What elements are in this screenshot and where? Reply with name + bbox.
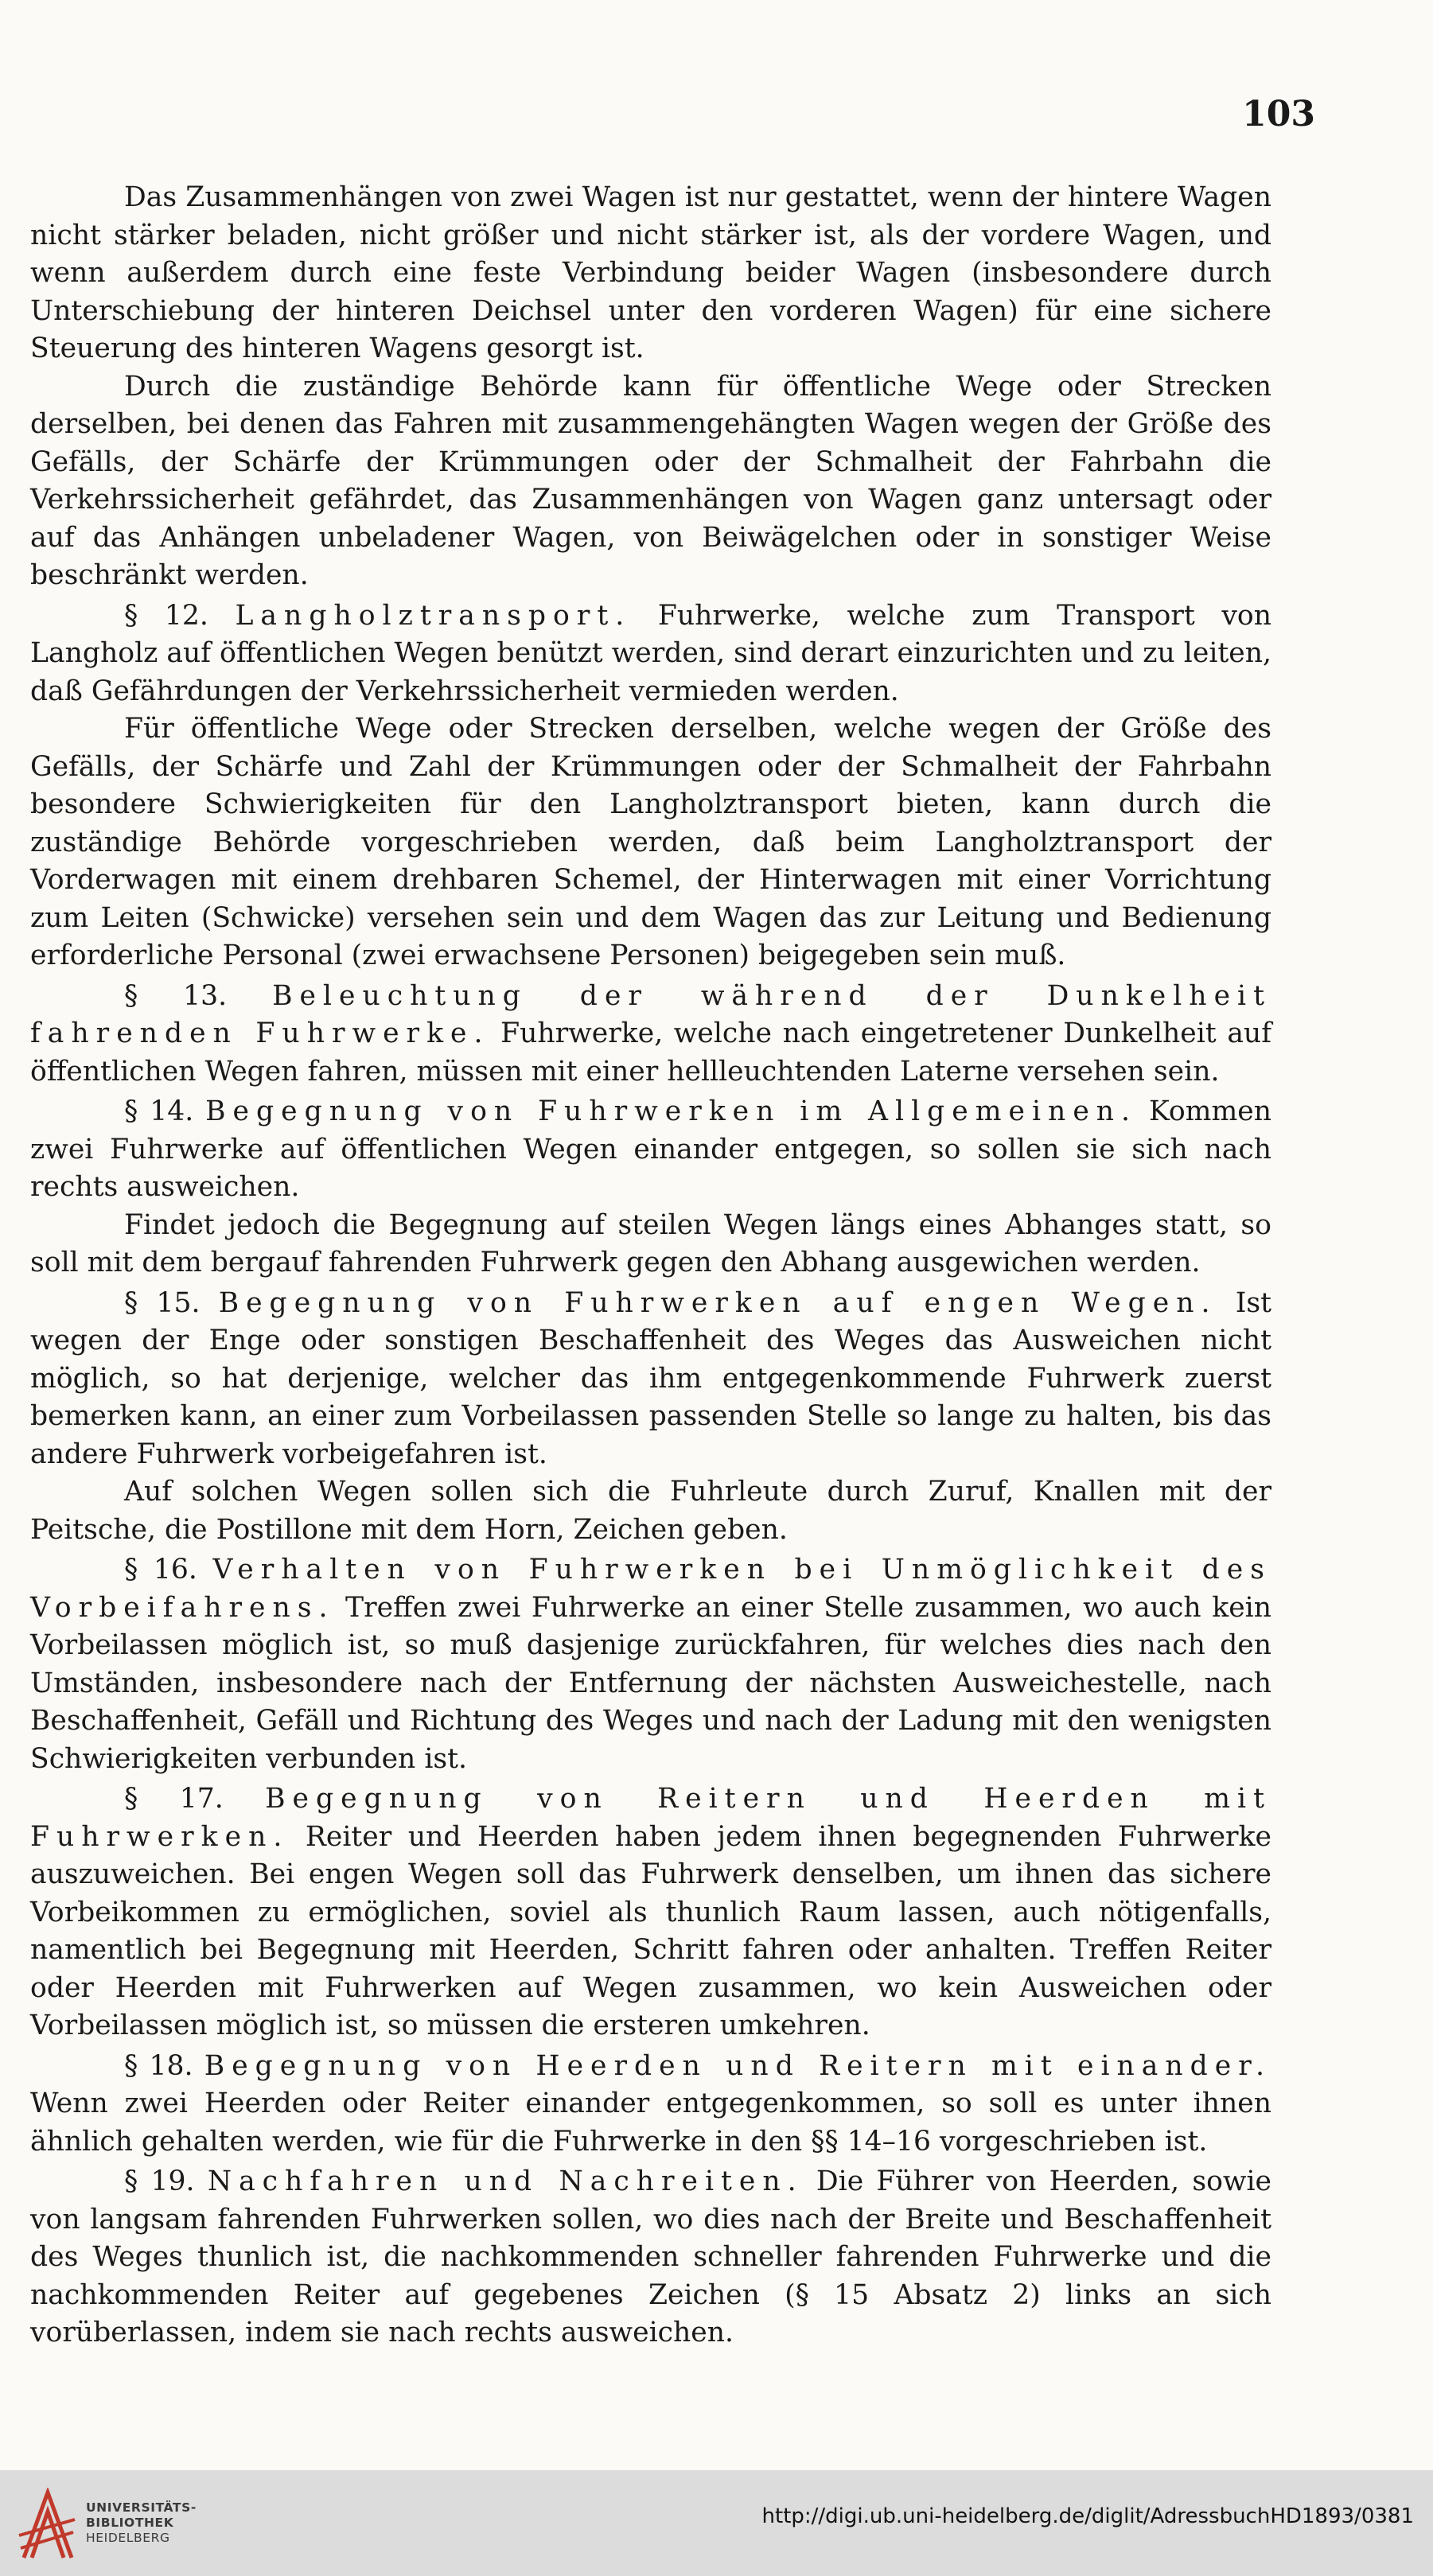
section-number: § 13. xyxy=(124,979,228,1012)
page-number: 103 xyxy=(1242,94,1315,134)
body-text xyxy=(30,179,1271,2352)
section-heading: Verhalten von Fuhrwerken bei Unmöglichkeit des Vorbeifahrens. xyxy=(30,1554,1271,1624)
section-number: § 19. xyxy=(124,2165,195,2197)
library-name: UNIVERSITÄTS- BIBLIOTHEK HEIDELBERG xyxy=(86,2500,197,2545)
section-number: § 12. xyxy=(124,599,208,632)
footer-bar xyxy=(0,2470,1433,2576)
university-seal-icon xyxy=(18,2488,76,2561)
section-18: § 18. Begegnung von Heerden und Reitern mit einander. Wenn zwei Heerden oder Reiter einander entgegenkommen, so soll es unter ihnen ähnlich gehalten werden, wie für die Fuhrwerke in den §§ 14–16 vorgeschrieben ist. xyxy=(30,2049,1271,2158)
section-16: § 16. Verhalten von Fuhrwerken bei Unmöglichkeit des Vorbeifahrens. Treffen zwei Fuhrwerke an einer Stelle zusammen, wo auch kein Vorbeilassen möglich ist, so muß dasjenige zurückfahren, für welches dies nach den Umständen, insbesondere nach der Entfernung der nächsten Ausweichestelle, nach Beschaffenheit, Gefäll und Richtung des Weges und nach der Ladung mit den wenigsten Schwierigkeiten verbunden ist. xyxy=(30,1554,1271,1775)
section-number: § 15. xyxy=(124,1286,201,1319)
section-14: § 14. Begegnung von Fuhrwerken im Allgemeinen. Kommen zwei Fuhrwerke auf öffentlichen Wegen einander entgegen, so sollen sie sich nach rechts ausweichen. xyxy=(30,1095,1271,1203)
section-number: § 18. xyxy=(124,2049,193,2082)
paragraph: Findet jedoch die Begegnung auf steilen Wegen längs eines Abhanges statt, so soll mit dem bergauf fahrenden Fuhrwerk gegen den Abhang ausgewichen werden. xyxy=(30,1208,1271,1278)
section-13: § 13. Beleuchtung der während der Dunkelheit fahrenden Fuhrwerke. Fuhrwerke, welche nach eingetretener Dunkelheit auf öffentlichen Wegen fahren, müssen mit einer hellleuchtenden Laterne versehen sein. xyxy=(30,979,1272,1088)
section-heading: Begegnung von Fuhrwerken auf engen Wegen. xyxy=(218,1286,1217,1319)
paragraph: Das Zusammenhängen von zwei Wagen ist nur gestattet, wenn der hintere Wagen nicht stärker beladen, nicht größer und nicht stärker ist, als der vordere Wagen, und wenn außerdem durch eine feste Verbindung beider Wagen (insbesondere durch Unterschiebung der hinteren Deichsel unter den vorderen Wagen) für eine sichere Steuerung des hinteren Wagens gesorgt ist. xyxy=(30,181,1271,364)
section-12: § 12. Langholztransport. Fuhrwerke, welche zum Transport von Langholz auf öffentlichen Wegen benützt werden, sind derart einzurichten und zu leiten, daß Gefährdungen der Verkehrssicherheit vermieden werden. xyxy=(30,599,1271,707)
section-heading: Begegnung von Fuhrwerken im Allgemeinen. xyxy=(205,1095,1138,1127)
paragraph: Durch die zuständige Behörde kann für öffentliche Wege oder Strecken derselben, bei denen das Fahren mit zusammengehängten Wagen wegen der Größe des Gefälls, der Schärfe der Krümmungen oder der Schmalheit der Fahrbahn die Verkehrssicherheit gefährdet, das Zusammenhängen von Wagen ganz untersagt oder auf das Anhängen unbeladener Wagen, von Beiwägelchen oder in sonstiger Weise beschränkt werden. xyxy=(30,370,1271,591)
section-heading: Begegnung von Heerden und Reitern mit einander. xyxy=(204,2049,1271,2082)
library-logo[interactable] xyxy=(18,2488,256,2561)
section-heading: Nachfahren und Nachreiten. xyxy=(207,2165,804,2197)
paragraph: Auf solchen Wegen sollen sich die Fuhrleute durch Zuruf, Knallen mit der Peitsche, die Postillone mit dem Horn, Zeichen geben. xyxy=(30,1476,1271,1546)
section-17: § 17. Begegnung von Reitern und Heerden mit Fuhrwerken. Reiter und Heerden haben jedem ihnen begegnenden Fuhrwerke auszuweichen. Bei engen Wegen soll das Fuhrwerk denselben, um ihnen das sichere Vorbeikommen zu ermöglichen, soviel als thunlich Raum lassen, auch nötigenfalls, namentlich bei Begegnung mit Heerden, Schritt fahren oder anhalten. Treffen Reiter oder Heerden mit Fuhrwerken auf Wegen zusammen, wo kein Ausweichen oder Vorbeilassen möglich ist, so müssen die ersteren umkehren. xyxy=(30,1783,1271,2041)
section-number: § 14. xyxy=(124,1095,194,1127)
section-15: § 15. Begegnung von Fuhrwerken auf engen Wegen. Ist wegen der Enge oder sonstigen Beschaffenheit des Weges das Ausweichen nicht möglich, so hat derjenige, welcher das ihm entgegenkommende Fuhrwerk zuerst bemerken kann, an einer zum Vorbeilassen passenden Stelle so lange zu halten, bis das andere Fuhrwerk vorbeigefahren ist. xyxy=(30,1286,1272,1470)
source-url-link[interactable]: http://digi.ub.uni-heidelberg.de/diglit/AdressbuchHD1893/0381 xyxy=(761,2504,1414,2528)
section-number: § 16. xyxy=(124,1554,197,1586)
section-19: § 19. Nachfahren und Nachreiten. Die Führer von Heerden, sowie von langsam fahrenden Fuhrwerken sollen, wo dies nach der Breite und Beschaffenheit des Weges thunlich ist, die nachkommenden schneller fahrenden Fuhrwerke und die nachkommenden Reiter auf gegebenes Zeichen (§ 15 Absatz 2) links an sich vorüberlassen, indem sie nach rechts ausweichen. xyxy=(30,2165,1272,2348)
section-heading: Beleuchtung der während der Dunkelheit fahrenden Fuhrwerke. xyxy=(30,979,1271,1049)
paragraph: Für öffentliche Wege oder Strecken derselben, welche wegen der Größe des Gefälls, der Schärfe und Zahl der Krümmungen oder der Schmalheit der Fahrbahn besondere Schwierigkeiten für den Langholztransport bieten, kann durch die zuständige Behörde vorgeschrieben werden, daß beim Langholztransport der Vorderwagen mit einem drehbaren Schemel, der Hinterwagen mit einer Vorrichtung zum Leiten (Schwicke) versehen sein und dem Wagen das zur Leitung und Bedienung erforderliche Personal (zwei erwachsene Personen) beigegeben sein muß. xyxy=(30,713,1271,971)
section-heading: Begegnung von Reitern und Heerden mit Fuhrwerken. xyxy=(30,1783,1271,1853)
section-number: § 17. xyxy=(124,1783,224,1815)
section-heading: Langholztransport. xyxy=(235,599,632,632)
